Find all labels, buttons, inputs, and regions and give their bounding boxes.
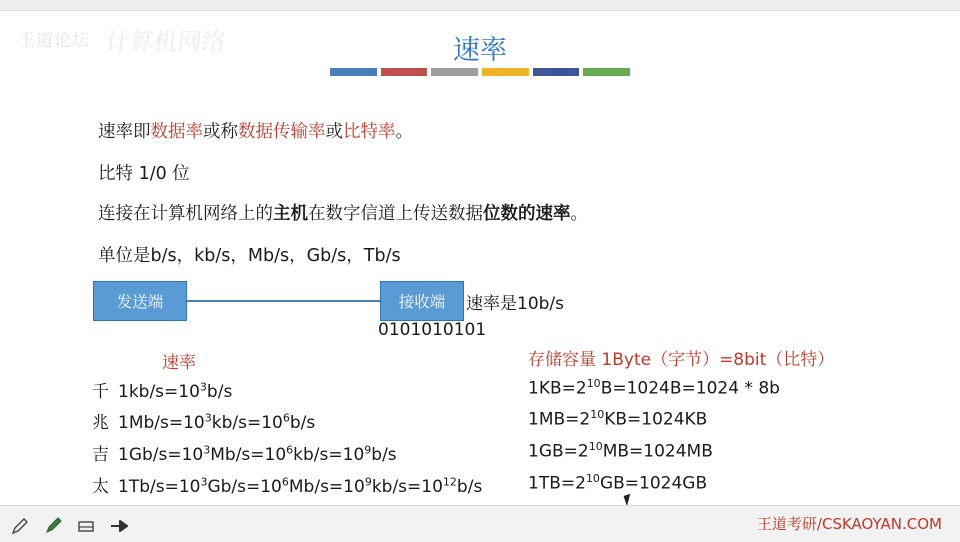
left-row-3-sup4: 12 (442, 475, 457, 489)
left-row-3-tail: Gb/s=10 (207, 477, 282, 497)
definition-prefix: 速率即 (98, 122, 151, 142)
rate-desc-a: 连接在计算机网络上的 (98, 204, 273, 224)
top-strip (0, 0, 960, 11)
bar-segment-3 (431, 68, 478, 76)
rate-desc-emphasis: 位数的速率 (483, 204, 571, 224)
left-table-row (92, 472, 482, 497)
left-row-2-sup2: 6 (286, 443, 294, 457)
left-row-3-tail2: Mb/s=10 (288, 477, 365, 497)
units-line: 单位是b/s，kb/s，Mb/s，Gb/s，Tb/s (98, 246, 401, 266)
next-arrow-icon[interactable] (109, 516, 129, 536)
right-table-row (528, 440, 713, 462)
definition-mid-2: 或 (325, 122, 343, 142)
left-row-1-sup: 3 (204, 411, 212, 425)
pen-icon[interactable] (10, 516, 30, 536)
diagram-rate-label: 速率是10b/s (466, 294, 565, 314)
right-row-2-sup: 10 (588, 440, 603, 453)
bar-segment-2 (381, 68, 428, 76)
right-row-3-text: 1TB=2 (528, 473, 586, 494)
definition-line (98, 118, 413, 143)
left-row-3-tail4: b/s (456, 477, 483, 497)
diagram-sender-box: 发送端 (93, 281, 187, 321)
left-row-0-text: 1kb/s=10 (118, 382, 200, 402)
left-row-2-sup3: 9 (364, 443, 372, 457)
bit-line: 比特 1/0 位 (98, 164, 190, 184)
left-row-2-unit: 吉 (92, 445, 109, 465)
bar-segment-5 (533, 68, 580, 76)
left-row-3-text: 1Tb/s=10 (118, 477, 201, 497)
bar-segment-6 (583, 68, 630, 76)
left-row-1-text: 1Mb/s=10 (118, 413, 205, 433)
left-table-heading: 速率 (162, 353, 196, 373)
pencil-icon[interactable] (43, 516, 63, 536)
left-row-1-sup2: 6 (282, 411, 290, 425)
left-row-0-tail: b/s (206, 382, 233, 402)
right-row-1-text: 1MB=2 (528, 409, 591, 430)
bottom-toolbar-bar (0, 505, 960, 542)
right-row-2-text: 1GB=2 (528, 441, 589, 462)
right-row-0-tail: B=1024B=1024 * 8b (600, 378, 780, 399)
bar-segment-4 (482, 68, 529, 76)
left-row-2-text: 1Gb/s=10 (118, 445, 204, 465)
watermark-course: 计算机网络 (103, 28, 228, 56)
left-row-2-tail: Mb/s=10 (210, 445, 287, 465)
left-table-row (92, 408, 315, 433)
left-row-1-unit: 兆 (92, 413, 109, 433)
right-table-heading: 存储容量 1Byte（字节）=8bit（比特） (528, 350, 835, 370)
left-row-3-unit: 太 (92, 477, 109, 497)
diagram-connector-line (185, 300, 380, 302)
left-row-3-sup: 3 (200, 475, 208, 489)
page-title: 速率 (453, 35, 507, 66)
left-row-1-tail2: b/s (289, 413, 316, 433)
right-row-1-tail: KB=1024KB (604, 409, 708, 430)
left-row-3-tail3: kb/s=10 (371, 477, 443, 497)
left-row-1-tail: kb/s=10 (211, 413, 283, 433)
diagram-receiver-box: 接收端 (380, 281, 464, 321)
bar-segment-1 (330, 68, 377, 76)
right-table-row (528, 472, 707, 494)
right-table-row (528, 377, 780, 399)
left-table-row (92, 377, 232, 402)
rate-desc-host: 主机 (273, 204, 308, 224)
left-row-3-sup2: 6 (281, 475, 289, 489)
annotation-toolbar[interactable] (10, 516, 129, 536)
right-row-0-text: 1KB=2 (528, 378, 587, 399)
right-row-1-sup: 10 (590, 408, 605, 421)
right-row-3-sup: 10 (585, 472, 600, 485)
rate-description-line (98, 200, 588, 225)
left-row-2-sup: 3 (203, 443, 211, 457)
definition-term-2: 数据传输率 (238, 122, 326, 142)
watermark-forum: 王道论坛 (18, 31, 90, 51)
right-row-2-tail: MB=1024MB (602, 441, 713, 462)
right-row-0-sup: 10 (586, 377, 601, 390)
definition-mid-1: 或称 (203, 122, 238, 142)
rate-desc-c: 在数字信道上传送数据 (308, 204, 483, 224)
left-row-2-tail2: kb/s=10 (293, 445, 365, 465)
left-table-row (92, 440, 397, 465)
definition-term-3: 比特率 (343, 122, 396, 142)
right-row-3-tail: GB=1024GB (599, 473, 708, 494)
definition-term-1: 数据率 (150, 122, 203, 142)
diagram-bitstream: 0101010101 (378, 320, 487, 340)
left-row-2-tail3: b/s (371, 445, 397, 465)
definition-suffix: 。 (395, 122, 413, 142)
footer-brand: 王道考研/CSKAOYAN.COM (756, 515, 942, 533)
left-row-3-sup3: 9 (364, 475, 372, 489)
right-table-row (528, 408, 707, 430)
left-row-0-unit: 千 (92, 382, 109, 402)
eraser-icon[interactable] (76, 516, 96, 536)
rate-desc-e: 。 (570, 204, 588, 224)
title-underline-bars (330, 68, 630, 76)
left-row-0-sup: 3 (199, 380, 207, 394)
